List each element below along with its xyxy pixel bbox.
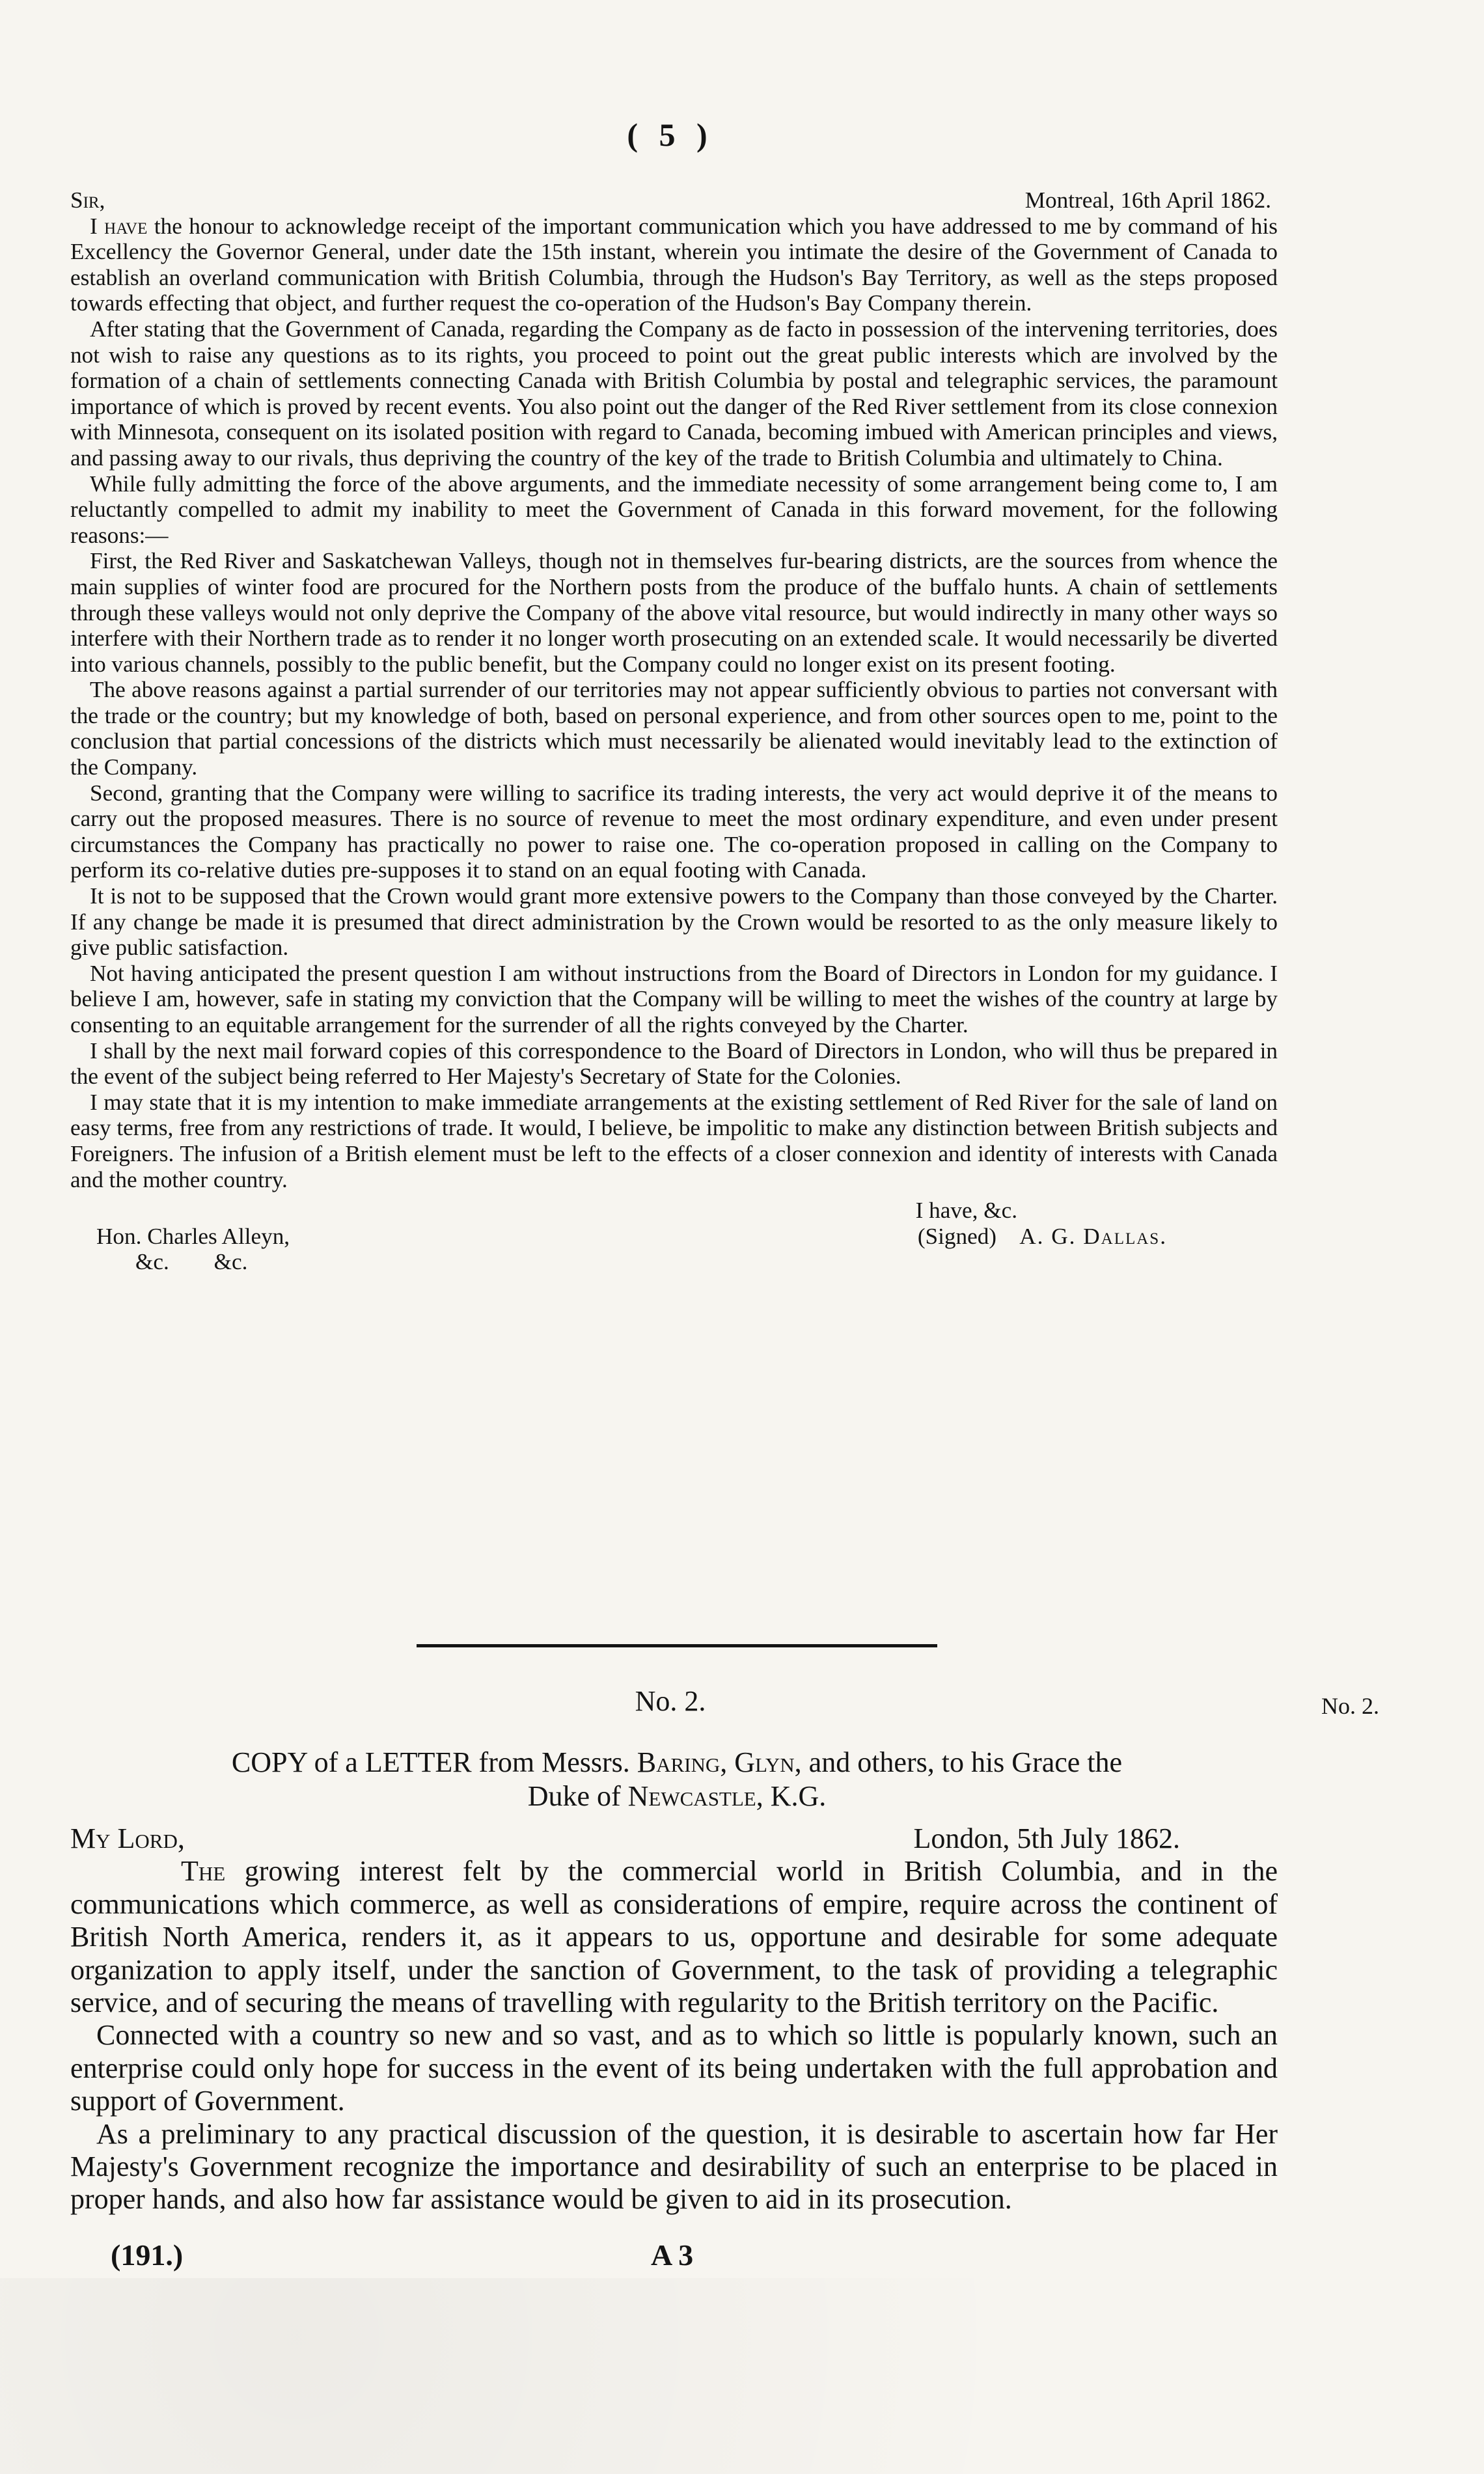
letter-one-paragraph-2: After stating that the Government of Canada, regarding the Company as de facto in possession of the intervening territories, does not wish to raise any questions as to its rights, you proceed to point out the great public interests which are involved by the formation of a chain of settlements connecting Canada with British Columbia by postal and telegraphic services, the paramount importance of which is proved by recent events. You also point out the danger of the Red River settlement from its close connexion with Minnesota, consequent on its isolated position with regard to Canada, becoming imbued with American principles and views, and passing away to our rivals, thus depriving the country of the key of the trade to British Columbia and ultimately to China. [70,316,1278,471]
letter-two-salutation: My Lord, [70,1822,185,1854]
heading-name-newcastle: Newcastle [627,1780,756,1812]
paragraph-text: growing interest felt by the commercial world in British Columbia, and in the communications which commerce, as well as considerations of empire, require across the continent of British North America, renders it, as it appears to us, opportune and desirable for some adequate organization to apply itself, under the sanction of Government, to the task of providing a telegraphic service, and of securing the means of travelling with regularity to the British territory on the Pacific. [70,1855,1278,2019]
heading-name-glyn: Glyn [734,1746,795,1778]
addressee: Hon. Charles Alleyn, [96,1223,290,1249]
footer-sheet-number: (191.) [111,2238,184,2272]
heading-line-2 [91,1780,1263,1813]
letter-one-paragraph-6: Second, granting that the Company were willing to sacrifice its trading interests, the very act would deprive it of the means to carry out the proposed measures. There is no source of revenue to meet the most ordinary expenditure, and even under present circumstances the Company has practically no power to raise one. The co-operation proposed in calling on the Company to perform its co-relative duties pre-supposes it to stand on an equal footing with Canada. [70,780,1278,883]
letter-one-paragraph-3: While fully admitting the force of the above arguments, and the immediate necessity of some arrangement being come to, I am reluctantly compelled to admit my inability to meet the Government of Canada in this forward movement, for the following reasons:— [70,471,1278,548]
closing-signature-row [70,1224,1278,1250]
letter-two-dateline: London, 5th July 1862. [913,1822,1180,1854]
paper-texture [0,2278,1484,2474]
letter-one-salutation: Sir, [70,187,105,213]
letter-one-closing [70,1198,1278,1275]
letter-one-paragraph-9: I shall by the next mail forward copies of this correspondence to the Board of Directors in London, who will thus be prepared in the event of the subject being referred to Her Majesty's Secretary of State for the Colonies. [70,1038,1278,1090]
heading-text: , and others, to his Grace the [794,1746,1123,1778]
heading-text: COPY of a LETTER from Messrs. [231,1746,637,1778]
page-footer [111,2238,762,2272]
letter-one-paragraph-7: It is not to be supposed that the Crown would grant more extensive powers to the Company than those conveyed by the Charter. If any change be made it is presumed that direct administration by the Crown would be resorted to as the only measure likely to give public satisfaction. [70,883,1278,961]
letter-two-heading [91,1746,1263,1813]
letter-one-paragraph-8: Not having anticipated the present question I am without instructions from the Board of Directors in London for my guidance. I believe I am, however, safe in stating my conviction that the Company will be willing to meet the wishes of the country at large by consenting to an equitable arrangement for the surrender of all the rights conveyed by the Charter. [70,960,1278,1038]
heading-text: Duke of [527,1780,628,1812]
page-number: ( 5 ) [627,117,714,153]
letter-one [70,187,1278,1275]
signed-label: (Signed) [917,1223,997,1249]
letter-one-paragraph-10: I may state that it is my intention to make immediate arrangements at the existing settlement of Red River for the sale of land on easy terms, free from any restrictions of trade. It would, I believe, be impolitic to make any distinction between British subjects and Foreigners. The infusion of a British element must be left to the effects of a closer connexion and identity of interests with Canada and the mother country. [70,1089,1278,1192]
letter-two-paragraph-3: As a preliminary to any practical discussion of the question, it is desirable to ascertain how far Her Majesty's Government recognize the importance and desirability of such an enterprise to be placed in proper hands, and also how far assistance would be given to aid in its prosecution. [70,2117,1278,2216]
heading-separator: , [720,1746,735,1778]
letter-two [70,1822,1278,2216]
paragraph-text: the honour to acknowledge receipt of the important communication which you have addressed to me by command of his Excellency the Governor General, under date the 15th instant, wherein you intimate the desire of the Government of Canada to establish an overland communication with British Columbia, through the Hudson's Bay Territory, as well as the steps proposed towards effecting that object, and further request the co-operation of the Hudson's Bay Company therein. [70,213,1278,316]
letter-one-header [70,187,1278,213]
letter-one-paragraph-5: The above reasons against a partial surrender of our territories may not appear sufficiently obvious to parties not conversant with the trade or the country; but my knowledge of both, based on personal experience, and from other sources open to me, point to the conclusion that partial concessions of the districts which must necessarily be alienated would inevitably lead to the extinction of the Company. [70,677,1278,780]
heading-line-1 [91,1746,1263,1780]
signature-block [918,1224,1167,1250]
letter-one-paragraph-1 [70,213,1278,316]
letter-two-paragraph-2: Connected with a country so new and so vast, and as to which so little is popularly known, such an enterprise could only hope for success in the event of its being undertaken with the full approbation and support of Government. [70,2019,1278,2117]
paragraph-lead: I have [90,213,148,239]
signer-name: A. G. Dallas. [1019,1223,1167,1249]
addressee-etc: &c. &c. [135,1249,248,1275]
paragraph-lead: The [181,1855,226,1888]
section-divider [417,1644,937,1647]
heading-name-baring: Baring [637,1746,721,1778]
letter-two-paragraph-1 [70,1855,1278,2019]
document-number: No. 2. [635,1685,706,1717]
letter-two-header [70,1822,1278,1855]
letter-one-dateline: Montreal, 16th April 1862. [1024,187,1271,213]
margin-document-number: No. 2. [1321,1693,1379,1719]
footer-signature-mark: A 3 [651,2238,694,2272]
closing-formula: I have, &c. [915,1198,1017,1224]
letter-one-paragraph-4: First, the Red River and Saskatchewan Valleys, though not in themselves fur-bearing districts, are the sources from whence the main supplies of winter food are procured for the Northern posts from the produce of the buffalo hunts. A chain of settlements through these valleys would not only deprive the Company of the above vital resource, but would indirectly in many other ways so interfere with their Northern trade as to render it no longer worth prosecuting on an extended scale. It would necessarily be diverted into various channels, possibly to the public benefit, but the Company could no longer exist on its present footing. [70,548,1278,677]
heading-text: , K.G. [756,1780,827,1812]
